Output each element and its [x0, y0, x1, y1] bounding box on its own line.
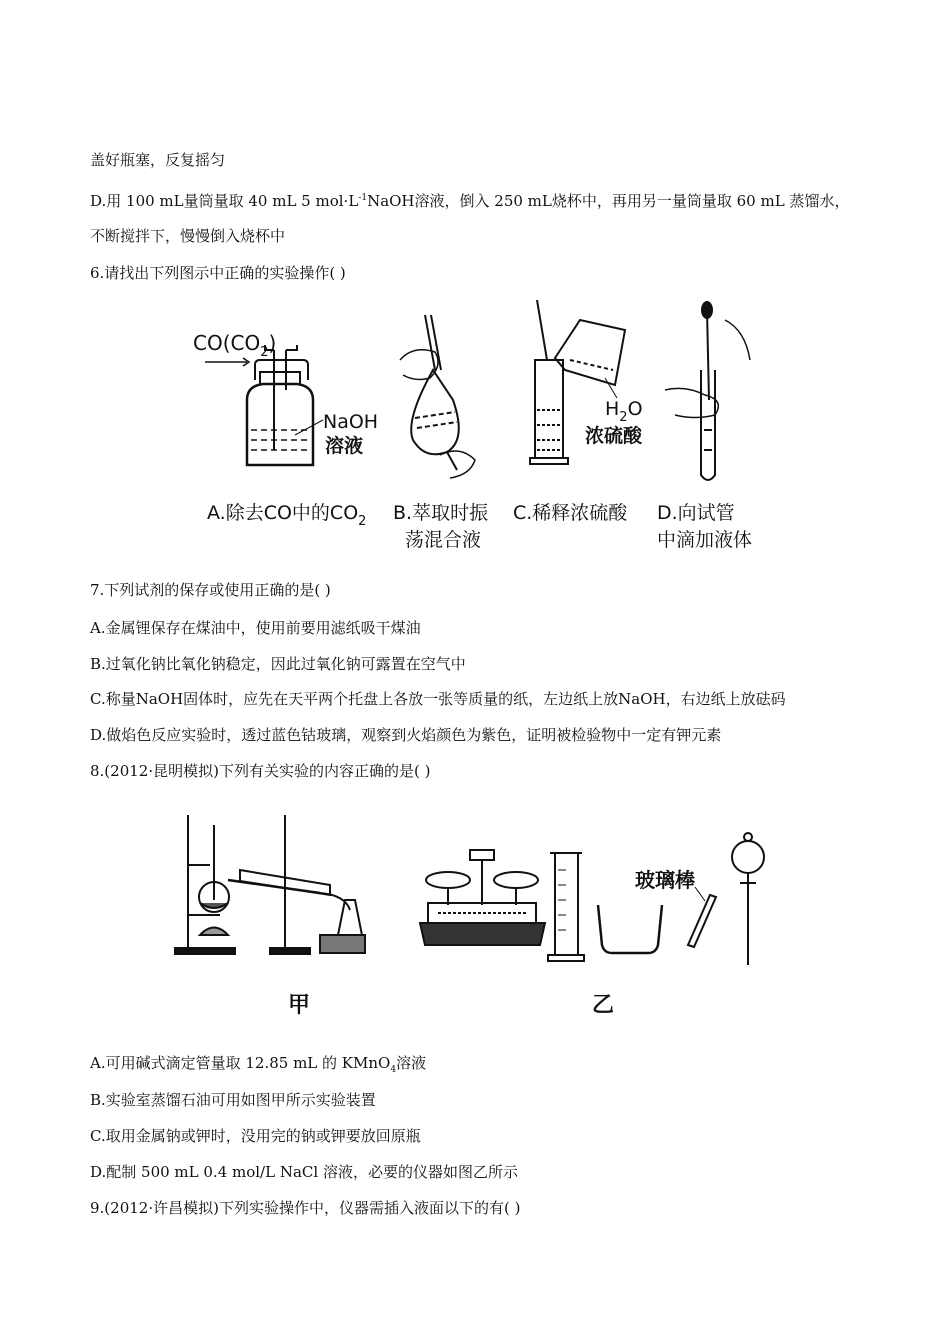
question-9: 9.(2012·许昌模拟)下列实验操作中，仪器需插入液面以下的有( ) [90, 1199, 521, 1217]
question-7: 7.下列试剂的保存或使用正确的是( ) [90, 581, 331, 599]
caption-a: A.除去CO中的$CO_2$ [207, 502, 367, 529]
option-7b: B.过氧化钠比氧化钠稳定，因此过氧化钠可露置在空气中 [90, 655, 466, 673]
option-8a-suffix: 溶液 [396, 1054, 427, 1072]
question-6: 6.请找出下列图示中正确的实验操作( ) [90, 264, 346, 282]
label-conc-sulfuric-acid: 浓硫酸 [585, 425, 643, 447]
apparatus-funnel [732, 833, 764, 965]
apparatus-a-wash-bottle [205, 345, 323, 465]
option-8d: D.配制 500 mL 0.4 mol/L NaCl 溶液，必要的仪器如图乙所示 [90, 1163, 518, 1181]
option-8c: C.取用金属钠或钾时，没用完的钠或钾要放回原瓶 [90, 1127, 421, 1145]
label-glass-rod: 玻璃棒 [635, 868, 695, 892]
apparatus-distillation [175, 815, 365, 954]
apparatus-measuring-cylinder [548, 853, 584, 961]
caption-d-line1: D.向试管 [657, 502, 735, 524]
caption-b-line2: 荡混合液 [405, 529, 482, 551]
figure-q6 [185, 290, 785, 555]
label-gas-co-co2: $CO(CO_2)$ [193, 331, 277, 360]
line-continuation-1: 盖好瓶塞，反复摇匀 [90, 151, 226, 169]
caption-c: C.稀释浓硫酸 [513, 502, 628, 524]
option-8a [90, 1053, 426, 1080]
label-solution: 溶液 [325, 435, 364, 457]
option-8a-subscript: 4 [390, 1065, 397, 1075]
apparatus-d-test-tube-dropper [665, 302, 750, 480]
line-continuation-2: 不断搅拌下，慢慢倒入烧杯中 [90, 227, 286, 245]
option-8b: B.实验室蒸馏石油可用如图甲所示实验装置 [90, 1091, 376, 1109]
option-d-superscript: -1 [358, 193, 368, 203]
option-7d: D.做焰色反应实验时，透过蓝色钴玻璃，观察到火焰颜色为紫色，证明被检验物中一定有钾元素 [90, 726, 722, 744]
question-8: 8.(2012·昆明模拟)下列有关实验的内容正确的是( ) [90, 762, 431, 780]
caption-d-line2: 中滴加液体 [657, 529, 753, 551]
label-naoh: NaOH [323, 411, 379, 433]
figure-q8 [170, 805, 790, 1020]
option-8a-text: A.可用碱式滴定管量取 12.85 mL 的 KMnO [90, 1054, 391, 1072]
option-d-text-b: NaOH溶液，倒入 250 mL烧杯中，再用另一量筒量取 60 mL 蒸馏水， [367, 192, 850, 210]
apparatus-glass-rod [688, 887, 716, 947]
apparatus-balance [420, 850, 545, 945]
option-7a: A.金属锂保存在煤油中，使用前要用滤纸吸干煤油 [90, 619, 421, 637]
apparatus-beaker [598, 905, 662, 953]
label-water: $H_2O$ [605, 398, 643, 425]
label-yi: 乙 [592, 993, 615, 1018]
option-d-text-a: D.用 100 mL量筒量取 40 mL 5 mol·L [90, 192, 359, 210]
option-d-line [90, 188, 849, 211]
caption-b-line1: B.萃取时振 [393, 502, 489, 524]
label-jia: 甲 [288, 993, 311, 1018]
apparatus-b-separatory-funnel [400, 315, 475, 478]
option-7c: C.称量NaOH固体时，应先在天平两个托盘上各放一张等质量的纸，左边纸上放NaOH，右边纸上放砝码 [90, 690, 786, 708]
